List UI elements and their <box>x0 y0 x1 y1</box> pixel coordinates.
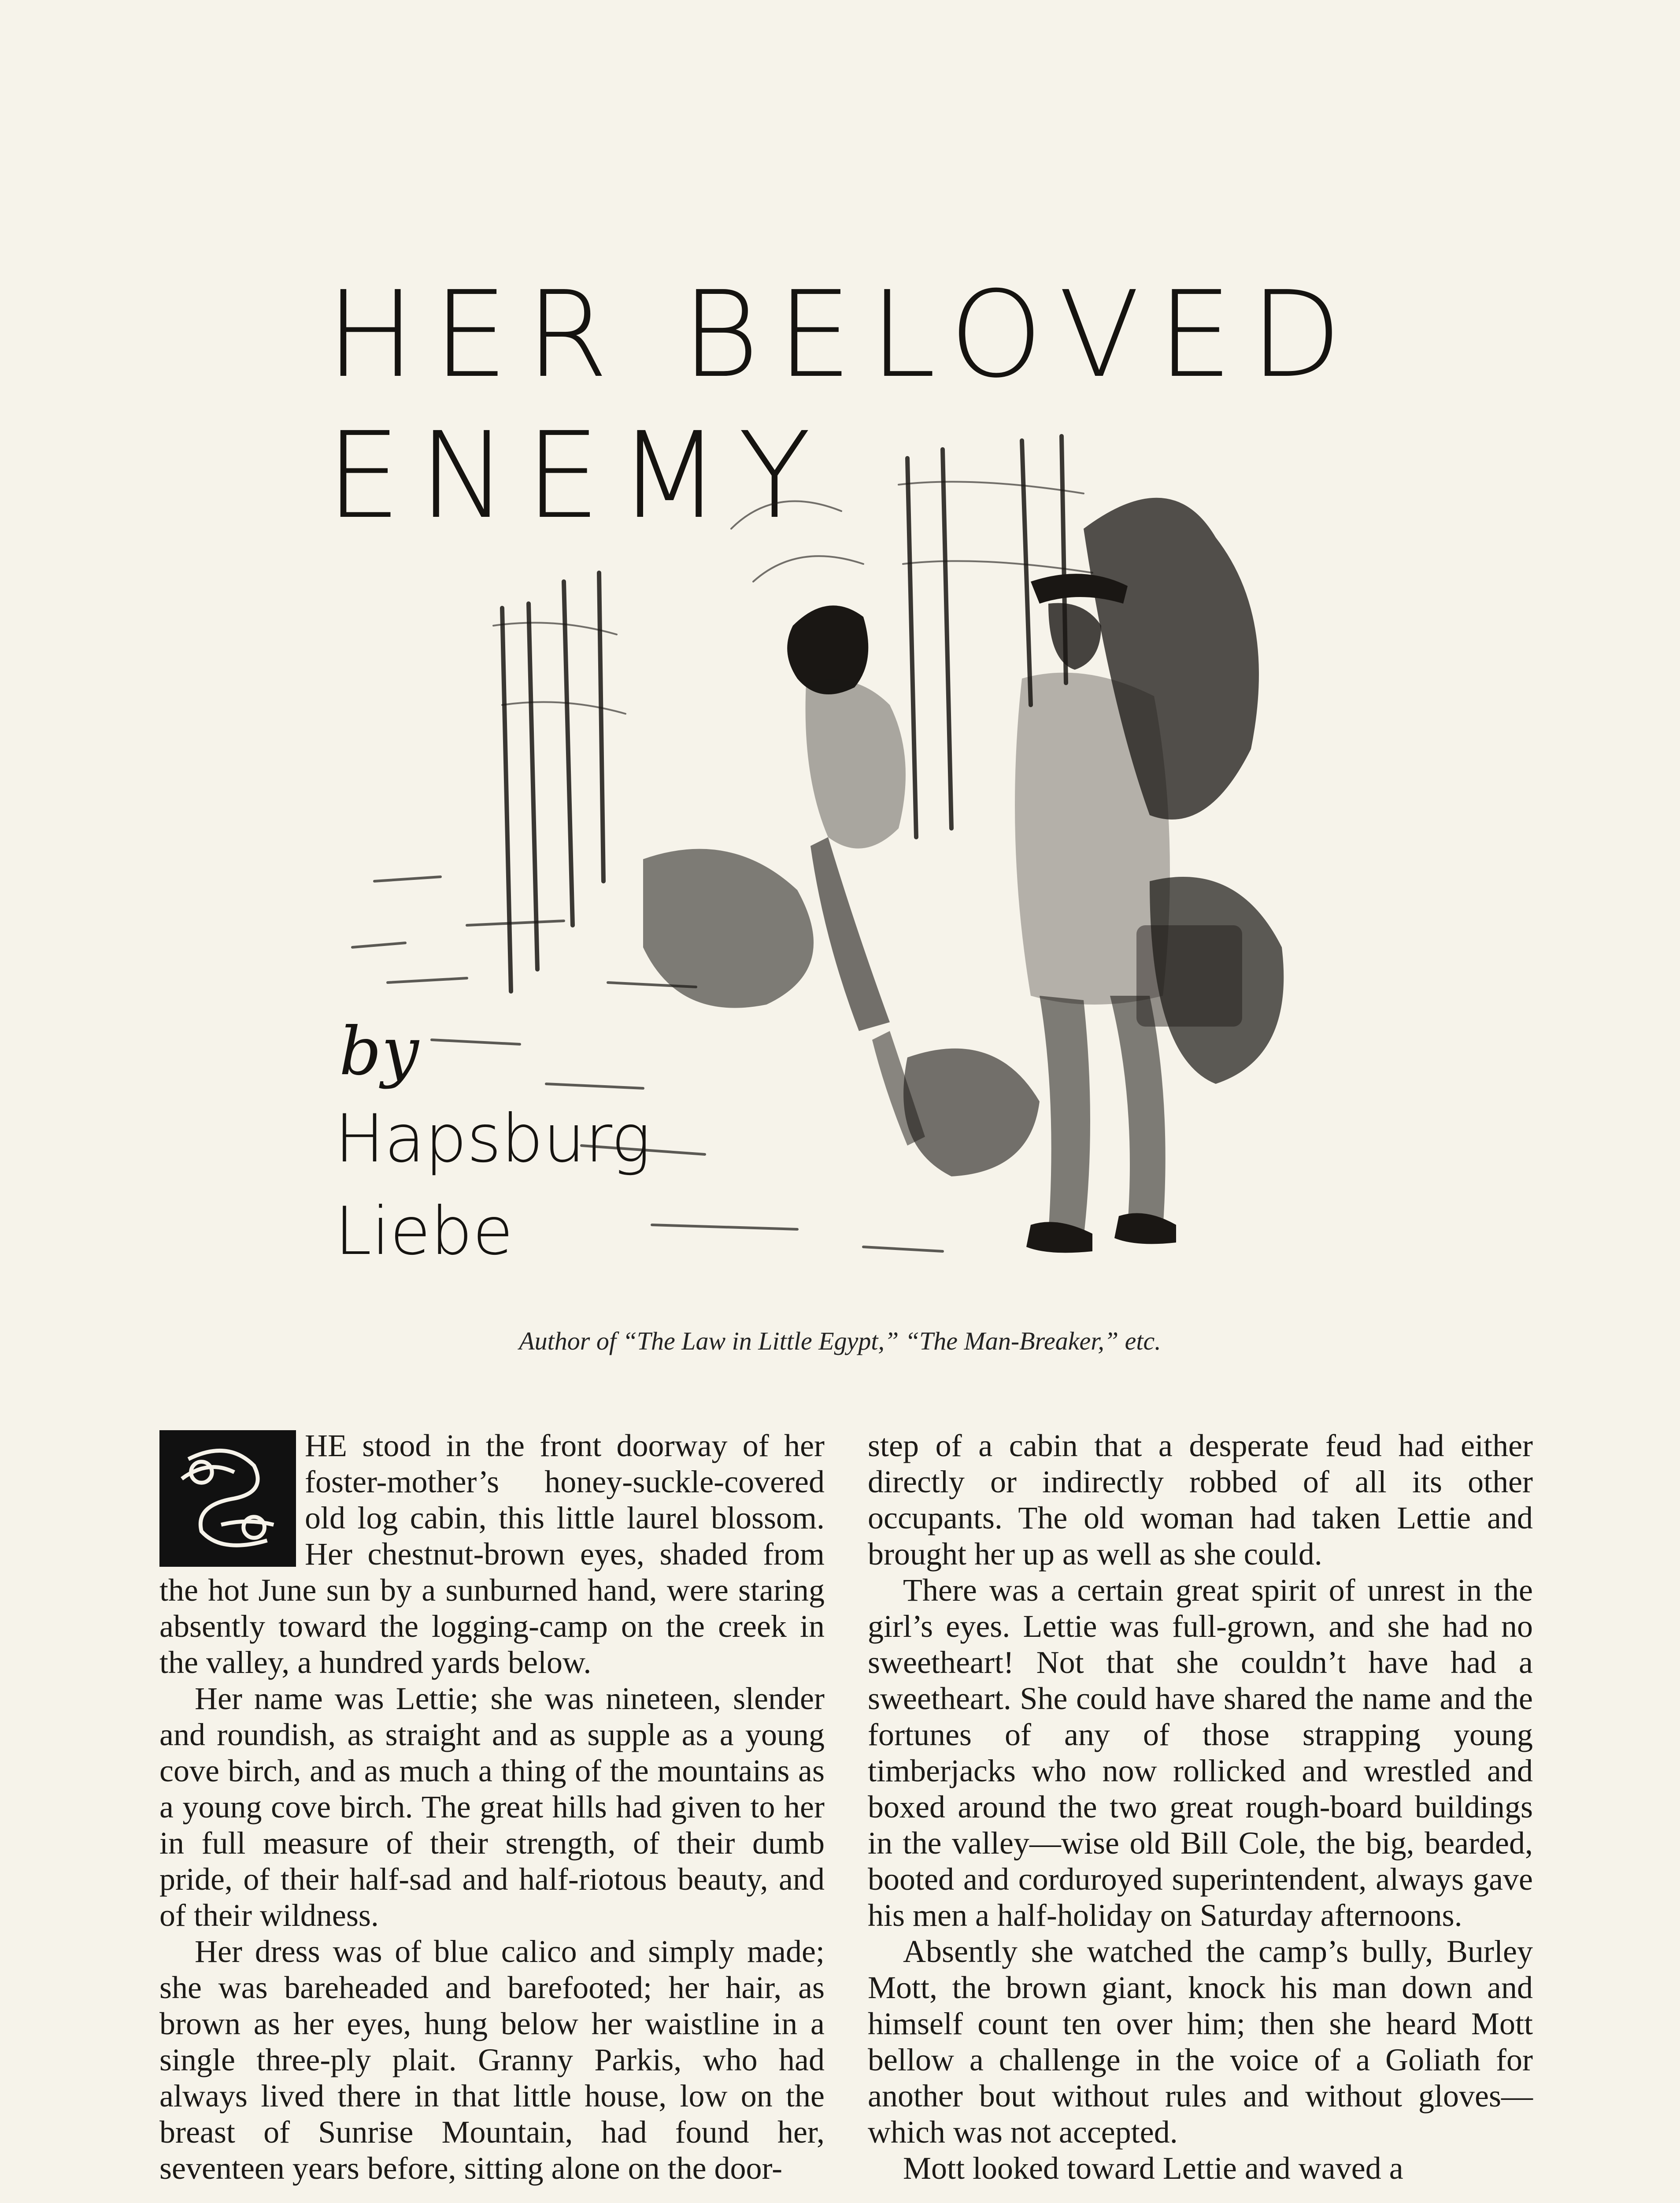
paragraph: Absently she watched the camp’s bully, Burley Mott, the brown giant, knock his man down and himself count ten over him; then she heard Mott bellow a challenge in the voice of a Goliath for another bout without rules and without gloves—which was not accepted. <box>868 1934 1533 2150</box>
paragraph: There was a certain great spirit of unrest in the girl’s eyes. Lettie was full-grown, and she had no sweetheart! Not that she couldn’t have had a sweetheart. She could have shared the name and the fortunes of any of those strapping young timberjacks who now rollicked and wrestled and boxed around the two great rough-board buildings in the valley—wise old Bill Cole, the big, bearded, booted and corduroyed superintendent, always gave his men a half-holiday on Saturday afternoons. <box>868 1573 1533 1933</box>
column-left <box>159 1428 825 2186</box>
paragraph: Her dress was of blue calico and simply made; she was bareheaded and barefooted; her hair, as brown as her eyes, hung below her waistline in a single three-ply plait. Granny Parkis, who had always lived there in that little house, low on the breast of Sunrise Mountain, had found her, seventeen years before, sitting alone on the door- <box>159 1934 825 2186</box>
paragraph: Mott looked toward Lettie and waved a <box>903 2151 1403 2186</box>
paragraph: step of a cabin that a desperate feud had either directly or indirectly robbed of all its other occupants. The old woman had taken Lettie and brought her up as well as she could. <box>868 1428 1533 1572</box>
paragraph: HE stood in the front doorway of her foster-mother’s honey-suckle-covered old log cabin, this little laurel blossom. Her chestnut-brown eyes, shaded from the hot June sun by a sunburned hand, were staring absently toward the logging-camp on the creek in the valley, a hundred yards below. <box>159 1428 825 1680</box>
author-name <box>335 1093 651 1278</box>
dropcap-s-icon <box>159 1430 296 1567</box>
author-last-name: Liebe <box>335 1193 514 1270</box>
column-right <box>868 1428 1533 2186</box>
author-first-name: Hapsburg <box>335 1101 651 1177</box>
paragraph: Her name was Lettie; she was nineteen, slender and roundish, as straight and as supple as a young cove birch, and as much a thing of the mountains as a young cove birch. The great hills had given to her in full measure of their strength, of their dumb pride, of their half-sad and half-riotous beauty, and of their wildness. <box>159 1681 825 1933</box>
byline-by: by <box>339 1013 419 1090</box>
author-credits: Author of “The Law in Little Egypt,” “The Man-Breaker,” etc. <box>519 1327 1161 1355</box>
title-line-1: HER BELOVED <box>326 265 1360 404</box>
title-line-2: ENEMY <box>326 406 829 545</box>
